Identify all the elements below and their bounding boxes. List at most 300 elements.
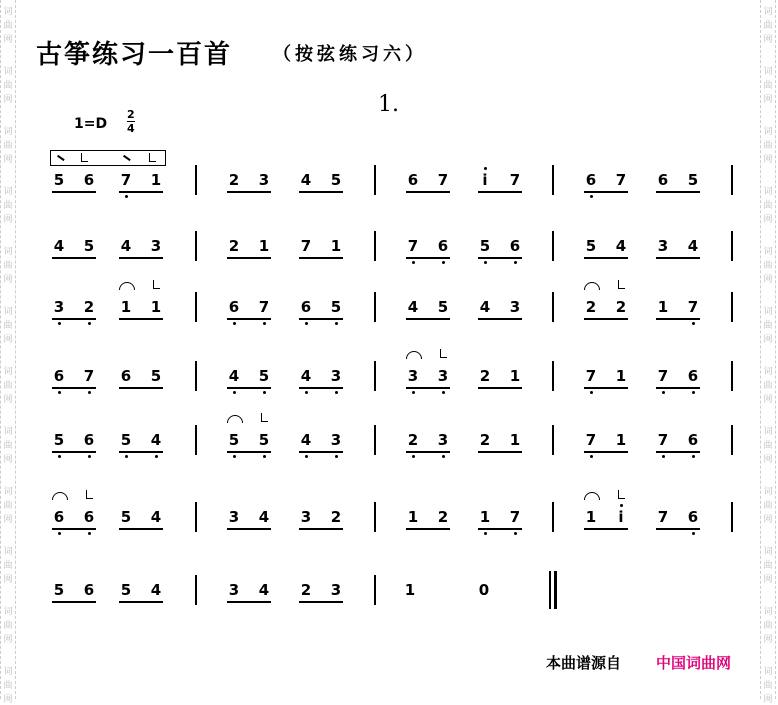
watermark-char: 网 [3, 155, 13, 165]
note: 1 [615, 367, 627, 385]
watermark-char: 网 [3, 35, 13, 45]
beam-underline [299, 528, 343, 530]
watermark-char: 曲 [3, 321, 13, 331]
note: 1 [330, 237, 342, 255]
watermark-char: 词 [763, 127, 773, 137]
watermark-char: 曲 [3, 441, 13, 451]
beam-underline [52, 191, 96, 193]
beam-underline [406, 451, 450, 453]
lower-octave-dot [412, 455, 415, 458]
watermark-char: 词 [3, 307, 13, 317]
note: 7 [657, 508, 669, 526]
watermark-char: 曲 [3, 141, 13, 151]
watermark-char: 曲 [3, 621, 13, 631]
tie-arc [584, 282, 600, 290]
watermark-char: 网 [3, 95, 13, 105]
beam-underline [227, 451, 271, 453]
note: 3 [509, 298, 521, 316]
beam-underline [227, 387, 271, 389]
time-signature-top: 2 [127, 108, 135, 121]
press-mark [81, 153, 88, 162]
beam-underline [52, 451, 96, 453]
beam-underline [227, 601, 271, 603]
beam-underline [584, 257, 628, 259]
note: 3 [228, 581, 240, 599]
lower-octave-dot [233, 322, 236, 325]
press-mark [440, 349, 447, 358]
note: 1 [479, 508, 491, 526]
note: 2 [437, 508, 449, 526]
watermark-char: 词 [763, 247, 773, 257]
watermark-char: 词 [763, 487, 773, 497]
beam-underline [119, 387, 163, 389]
press-mark [86, 490, 93, 499]
watermark-char: 词 [3, 247, 13, 257]
note: 7 [300, 237, 312, 255]
lower-octave-dot [692, 322, 695, 325]
note: 7 [585, 367, 597, 385]
note: 1 [407, 508, 419, 526]
beam-underline [52, 318, 96, 320]
note: 3 [330, 367, 342, 385]
bar-line [195, 502, 197, 532]
note: 4 [150, 508, 162, 526]
bar-line [195, 231, 197, 261]
beam-underline [227, 318, 271, 320]
watermark-char: 曲 [763, 681, 773, 691]
watermark-char: 词 [763, 547, 773, 557]
watermark-char: 曲 [3, 561, 13, 571]
watermark-char: 词 [763, 67, 773, 77]
note: 6 [300, 298, 312, 316]
press-mark [618, 490, 625, 499]
lower-octave-dot [58, 455, 61, 458]
bar-line [374, 165, 376, 195]
note: 5 [687, 171, 699, 189]
note: 1 [615, 431, 627, 449]
lower-octave-dot [263, 391, 266, 394]
bar-line [731, 292, 733, 322]
bar-line [731, 361, 733, 391]
score-row [0, 431, 778, 471]
beam-underline [478, 528, 522, 530]
beam-underline [227, 191, 271, 193]
beam-underline [119, 528, 163, 530]
tie-arc [406, 351, 422, 359]
note: 3 [330, 431, 342, 449]
beam-underline [584, 318, 628, 320]
beam-underline [119, 601, 163, 603]
lower-octave-dot [263, 322, 266, 325]
beam-underline [119, 318, 163, 320]
final-bar-line [549, 571, 551, 609]
watermark-char: 网 [763, 575, 773, 585]
beam-underline [52, 257, 96, 259]
bar-line [195, 425, 197, 455]
note: 1 [404, 581, 416, 599]
watermark-char: 词 [763, 667, 773, 677]
beam-underline [478, 318, 522, 320]
beam-underline [406, 318, 450, 320]
note: 1 [657, 298, 669, 316]
watermark-char: 网 [3, 695, 13, 705]
note: 4 [120, 237, 132, 255]
slide-mark [123, 155, 130, 161]
note: 2 [228, 237, 240, 255]
note: 6 [687, 431, 699, 449]
bar-line [374, 575, 376, 605]
beam-underline [656, 257, 700, 259]
note: 4 [300, 431, 312, 449]
beam-underline [119, 191, 163, 193]
bar-line [731, 502, 733, 532]
note: 2 [615, 298, 627, 316]
note: 2 [479, 431, 491, 449]
note: 6 [53, 367, 65, 385]
bar-line [552, 231, 554, 261]
watermark-char: 网 [763, 515, 773, 525]
upper-octave-dot [620, 504, 623, 507]
note: 2 [479, 367, 491, 385]
score-row [0, 237, 778, 277]
note: 4 [150, 581, 162, 599]
note: 7 [258, 298, 270, 316]
beam-underline [478, 191, 522, 193]
fingering-box [50, 150, 166, 166]
note: 4 [407, 298, 419, 316]
watermark-char: 曲 [3, 261, 13, 271]
note: 6 [120, 367, 132, 385]
note: 6 [657, 171, 669, 189]
note: 7 [687, 298, 699, 316]
beam-underline [299, 387, 343, 389]
note: 3 [437, 431, 449, 449]
note: 5 [479, 237, 491, 255]
note: 4 [300, 367, 312, 385]
note: 5 [53, 431, 65, 449]
watermark-char: 词 [3, 367, 13, 377]
note: 5 [258, 367, 270, 385]
watermark-char: 词 [3, 547, 13, 557]
watermark-char: 曲 [3, 681, 13, 691]
bar-line [374, 425, 376, 455]
note: 5 [228, 431, 240, 449]
note: 1 [150, 298, 162, 316]
watermark-char: 词 [763, 427, 773, 437]
watermark-char: 曲 [763, 81, 773, 91]
watermark-char: 网 [3, 215, 13, 225]
watermark-char: 曲 [763, 561, 773, 571]
lower-octave-dot [412, 261, 415, 264]
note: 5 [120, 581, 132, 599]
bar-line [552, 165, 554, 195]
beam-underline [299, 451, 343, 453]
note: 4 [479, 298, 491, 316]
watermark-char: 词 [3, 607, 13, 617]
bar-line [374, 361, 376, 391]
note: 6 [509, 237, 521, 255]
bar-line [195, 361, 197, 391]
note: 7 [509, 508, 521, 526]
note: 4 [258, 581, 270, 599]
beam-underline [227, 257, 271, 259]
tie-arc [584, 492, 600, 500]
note: 6 [83, 171, 95, 189]
watermark-char: 词 [3, 67, 13, 77]
watermark-char: 网 [763, 215, 773, 225]
note: 2 [300, 581, 312, 599]
beam-underline [299, 601, 343, 603]
bar-line [374, 292, 376, 322]
bar-line [552, 361, 554, 391]
lower-octave-dot [88, 532, 91, 535]
bar-line [552, 502, 554, 532]
lower-octave-dot [692, 532, 695, 535]
note: i [482, 171, 488, 189]
note: 1 [258, 237, 270, 255]
lower-octave-dot [590, 195, 593, 198]
watermark-char: 曲 [763, 381, 773, 391]
lower-octave-dot [263, 455, 266, 458]
watermark-char: 词 [763, 367, 773, 377]
bar-line [552, 425, 554, 455]
score-row [0, 581, 778, 621]
note: 1 [150, 171, 162, 189]
beam-underline [299, 257, 343, 259]
press-mark [261, 413, 268, 422]
note: 7 [407, 237, 419, 255]
watermark-char: 网 [3, 455, 13, 465]
note: 4 [300, 171, 312, 189]
beam-underline [52, 387, 96, 389]
beam-underline [119, 257, 163, 259]
note: 7 [615, 171, 627, 189]
watermark-char: 词 [3, 487, 13, 497]
note: 6 [687, 367, 699, 385]
note: 5 [150, 367, 162, 385]
note: 3 [407, 367, 419, 385]
beam-underline [656, 387, 700, 389]
note: 1 [509, 367, 521, 385]
lower-octave-dot [88, 322, 91, 325]
beam-underline [52, 528, 96, 530]
tie-arc [119, 282, 135, 290]
press-mark [618, 280, 625, 289]
note: 2 [585, 298, 597, 316]
watermark-char: 词 [3, 667, 13, 677]
note: 2 [407, 431, 419, 449]
score-row [0, 298, 778, 338]
score-row [0, 367, 778, 407]
note: 5 [437, 298, 449, 316]
note: 6 [83, 431, 95, 449]
note: 2 [83, 298, 95, 316]
note: 5 [53, 171, 65, 189]
note: 5 [83, 237, 95, 255]
beam-underline [584, 451, 628, 453]
note: 7 [83, 367, 95, 385]
note: 7 [657, 431, 669, 449]
note: 7 [657, 367, 669, 385]
note: 2 [330, 508, 342, 526]
watermark-char: 曲 [3, 81, 13, 91]
note: 7 [585, 431, 597, 449]
lower-octave-dot [305, 391, 308, 394]
note: 3 [437, 367, 449, 385]
slide-mark [57, 155, 64, 161]
beam-underline [656, 528, 700, 530]
note: 6 [83, 581, 95, 599]
watermark-char: 网 [763, 35, 773, 45]
beam-underline [478, 451, 522, 453]
beam-underline [478, 387, 522, 389]
note: 7 [120, 171, 132, 189]
lower-octave-dot [233, 391, 236, 394]
watermark-char: 曲 [763, 321, 773, 331]
lower-octave-dot [590, 391, 593, 394]
watermark-char: 网 [3, 575, 13, 585]
lower-octave-dot [662, 391, 665, 394]
watermark-char: 网 [3, 515, 13, 525]
beam-underline [656, 318, 700, 320]
lower-octave-dot [514, 532, 517, 535]
tie-arc [227, 415, 243, 423]
note: 3 [258, 171, 270, 189]
beam-underline [406, 257, 450, 259]
watermark-char: 网 [763, 275, 773, 285]
beam-underline [227, 528, 271, 530]
beam-underline [406, 387, 450, 389]
watermark-char: 曲 [763, 501, 773, 511]
note: 6 [228, 298, 240, 316]
bar-line [195, 292, 197, 322]
piece-number: 1. [378, 92, 399, 117]
bar-line [731, 231, 733, 261]
note: 4 [228, 367, 240, 385]
note: 5 [120, 431, 132, 449]
watermark-char: 词 [763, 7, 773, 17]
lower-octave-dot [692, 455, 695, 458]
lower-octave-dot [155, 455, 158, 458]
note: 5 [120, 508, 132, 526]
bar-line [731, 425, 733, 455]
lower-octave-dot [442, 261, 445, 264]
watermark-char: 网 [3, 335, 13, 345]
watermark-char: 网 [763, 635, 773, 645]
lower-octave-dot [484, 261, 487, 264]
note: 6 [83, 508, 95, 526]
note: 0 [478, 581, 490, 599]
beam-underline [584, 528, 628, 530]
beam-underline [119, 451, 163, 453]
watermark-char: 网 [3, 395, 13, 405]
note: 1 [509, 431, 521, 449]
note: 4 [615, 237, 627, 255]
lower-octave-dot [514, 261, 517, 264]
watermark-char: 曲 [763, 21, 773, 31]
lower-octave-dot [484, 532, 487, 535]
upper-octave-dot [484, 167, 487, 170]
press-mark [153, 280, 160, 289]
watermark-char: 曲 [3, 381, 13, 391]
note: 6 [585, 171, 597, 189]
lower-octave-dot [305, 455, 308, 458]
note: 3 [228, 508, 240, 526]
watermark-char: 网 [3, 635, 13, 645]
watermark-char: 网 [763, 155, 773, 165]
bar-line [552, 292, 554, 322]
score-row [0, 171, 778, 211]
brand-link[interactable]: 中国词曲网 [656, 654, 732, 672]
note: 3 [150, 237, 162, 255]
lower-octave-dot [305, 322, 308, 325]
note: 3 [657, 237, 669, 255]
beam-underline [584, 387, 628, 389]
lower-octave-dot [233, 455, 236, 458]
lower-octave-dot [662, 455, 665, 458]
watermark-char: 网 [763, 455, 773, 465]
note: 6 [407, 171, 419, 189]
note: 5 [585, 237, 597, 255]
note: 2 [228, 171, 240, 189]
note: 6 [687, 508, 699, 526]
lower-octave-dot [88, 391, 91, 394]
press-mark [149, 153, 156, 162]
note: 3 [53, 298, 65, 316]
source-label: 本曲谱源自 [546, 654, 622, 672]
lower-octave-dot [88, 455, 91, 458]
lower-octave-dot [58, 391, 61, 394]
beam-underline [299, 318, 343, 320]
watermark-char: 网 [763, 95, 773, 105]
score-row [0, 508, 778, 548]
note: 5 [53, 581, 65, 599]
note: 7 [437, 171, 449, 189]
note: 3 [300, 508, 312, 526]
watermark-char: 曲 [763, 261, 773, 271]
note: 5 [258, 431, 270, 449]
note: 6 [437, 237, 449, 255]
beam-underline [406, 528, 450, 530]
note: 4 [258, 508, 270, 526]
note: 5 [330, 298, 342, 316]
time-signature [127, 108, 135, 135]
watermark-char: 曲 [763, 621, 773, 631]
beam-underline [584, 191, 628, 193]
lower-octave-dot [412, 391, 415, 394]
note: 4 [687, 237, 699, 255]
note: 6 [53, 508, 65, 526]
watermark-char: 曲 [763, 141, 773, 151]
lower-octave-dot [692, 391, 695, 394]
lower-octave-dot [590, 455, 593, 458]
watermark-char: 词 [3, 7, 13, 17]
watermark-char: 曲 [3, 501, 13, 511]
note: 4 [53, 237, 65, 255]
watermark-char: 网 [763, 695, 773, 705]
note: 5 [330, 171, 342, 189]
lower-octave-dot [58, 532, 61, 535]
note: 1 [585, 508, 597, 526]
lower-octave-dot [58, 322, 61, 325]
page-subtitle: （按弦练习六） [273, 44, 427, 65]
bar-line [195, 165, 197, 195]
watermark-char: 词 [763, 607, 773, 617]
watermark-char: 词 [3, 187, 13, 197]
note: 7 [509, 171, 521, 189]
watermark-char: 网 [763, 395, 773, 405]
watermark-char: 曲 [3, 21, 13, 31]
